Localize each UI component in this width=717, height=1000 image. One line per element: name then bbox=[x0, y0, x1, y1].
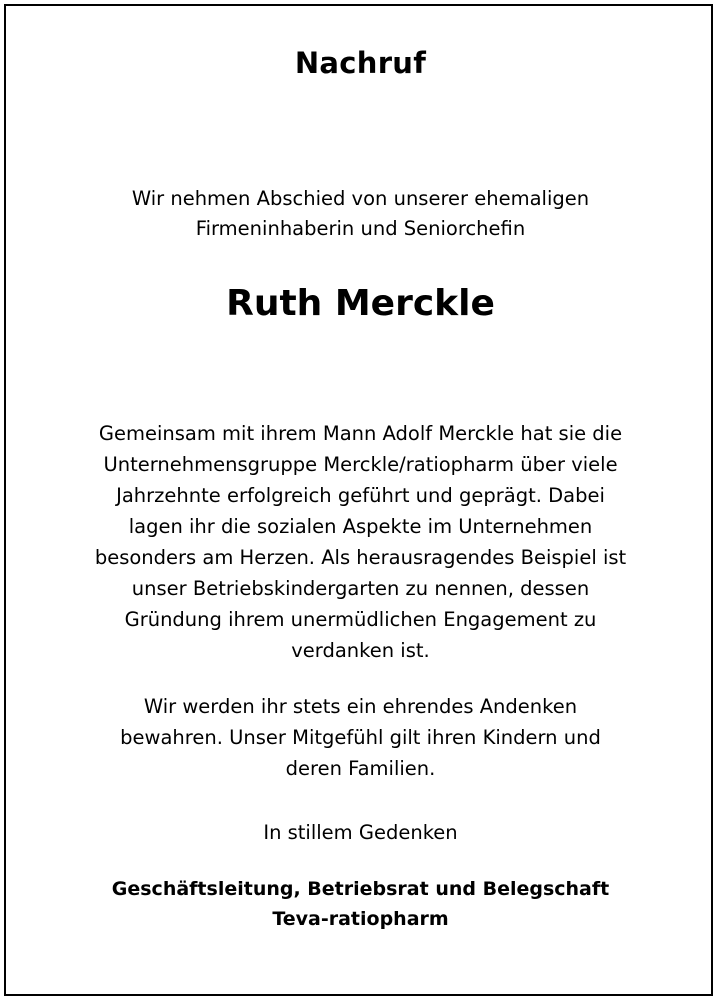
memory-line: In stillem Gedenken bbox=[263, 821, 458, 844]
closing-line: deren Familien. bbox=[285, 757, 436, 780]
body-line: Gemeinsam mit ihrem Mann Adolf Merckle hat sie die bbox=[98, 422, 623, 445]
signature-line-1: Geschäftsleitung, Betriebsrat und Belegschaft bbox=[111, 878, 610, 900]
obituary-frame bbox=[4, 4, 713, 996]
body-line: Unternehmensgruppe Merckle/ratiopharm über viele bbox=[103, 453, 618, 476]
body-line: Jahrzehnte erfolgreich geführt und geprägt. Dabei bbox=[116, 484, 605, 507]
intro-line: Firmeninhaberin und Seniorchefin bbox=[195, 217, 526, 240]
obituary-title: Nachruf bbox=[294, 46, 427, 80]
body-line: unser Betriebskindergarten zu nennen, dessen bbox=[131, 577, 590, 600]
intro-line: Wir nehmen Abschied von unserer ehemaligen bbox=[131, 187, 590, 210]
intro-text bbox=[6, 184, 715, 244]
body-paragraph bbox=[6, 418, 715, 666]
deceased-name: Ruth Merckle bbox=[226, 283, 495, 324]
closing-line: Wir werden ihr stets ein ehrendes Andenken bbox=[143, 695, 578, 718]
body-line: Gründung ihrem unermüdlichen Engagement zu bbox=[124, 608, 597, 631]
closing-line: bewahren. Unser Mitgefühl gilt ihren Kindern und bbox=[120, 726, 601, 749]
body-line: verdanken ist. bbox=[291, 639, 430, 662]
signature-line-2: Teva-ratiopharm bbox=[272, 908, 449, 930]
closing-paragraph bbox=[6, 691, 715, 784]
body-line: besonders am Herzen. Als herausragendes Beispiel ist bbox=[94, 546, 627, 569]
body-line: lagen ihr die sozialen Aspekte im Unternehmen bbox=[128, 515, 593, 538]
